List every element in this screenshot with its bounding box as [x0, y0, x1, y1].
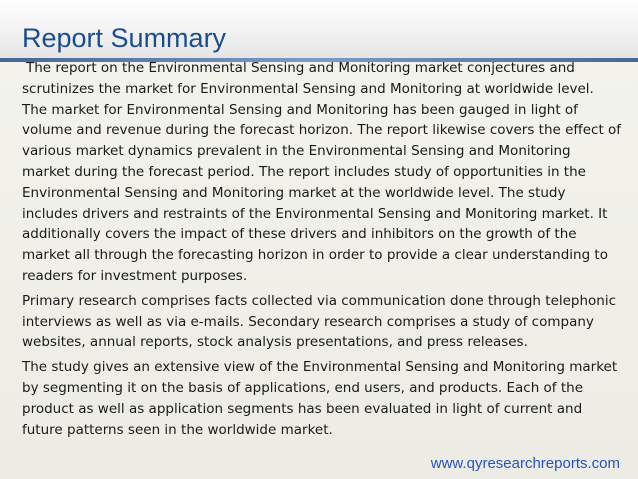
page-title: Report Summary [22, 23, 227, 53]
footer-website-link[interactable]: www.qyresearchreports.com [430, 455, 620, 472]
summary-paragraph-3: The study gives an extensive view of the Environmental Sensing and Monitoring market by segmenting it on the basis of applications, end users, and products. Each of the product as well as application segments has been evaluated in light of current and future patterns seen in the worldwide market. [22, 359, 618, 438]
summary-paragraph-2: Primary research comprises facts collected via communication done through telephonic interviews as well as via e-mails. Secondary research comprises a study of company websites, annual reports, stock analysis presentations, and press releases. [22, 292, 617, 351]
summary-paragraph-1: The report on the Environmental Sensing and Monitoring market conjectures and scrutinizes the market for Environmental Sensing and Monitoring at worldwide level. The market for Environmental Sensing and Monitoring has been gauged in light of volume and revenue during the forecast horizon. The report likewise covers the effect of various market dynamics prevalent in the Environmental Sensing and Monitoring market during the forecast period. The report includes study of opportunities in the Environmental Sensing and Monitoring market at the worldwide level. The study includes drivers and restraints of the Environmental Sensing and Monitoring market. It additionally covers the impact of these drivers and inhibitors on the growth of the market all through the forecasting horizon in order to provide a clear understanding to readers for investment purposes. [22, 60, 622, 284]
report-body [22, 58, 622, 444]
